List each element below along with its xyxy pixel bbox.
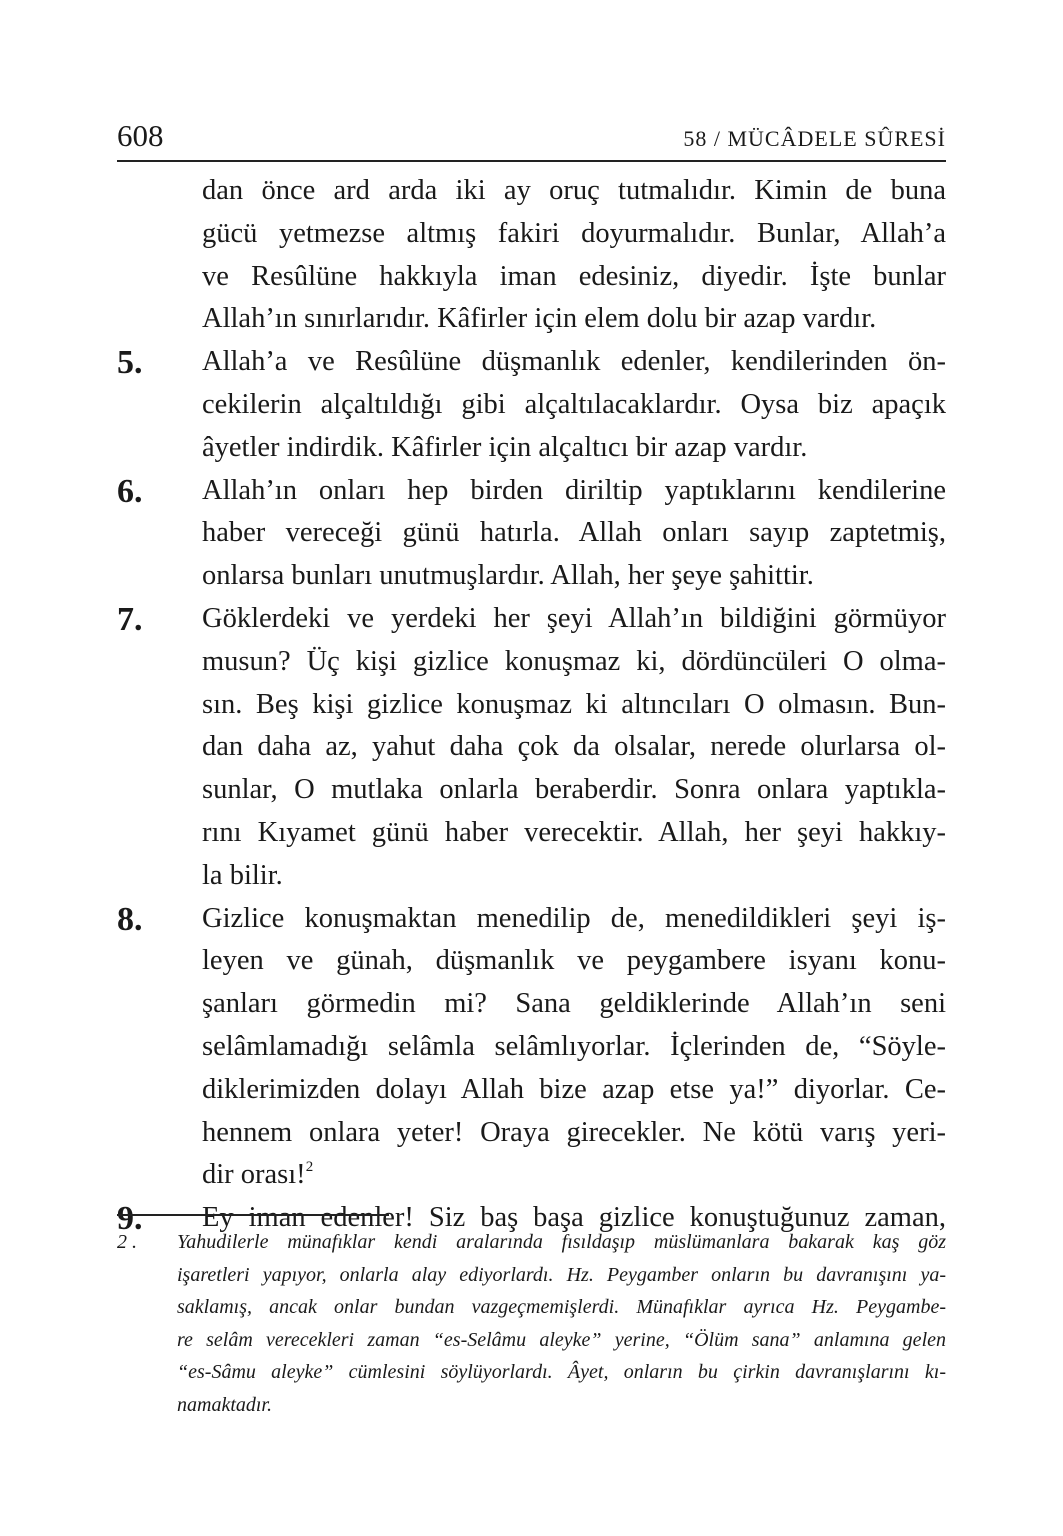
verse-number: 6.: [117, 472, 143, 510]
verse-number: 7.: [117, 600, 143, 638]
footnote-body: [177, 1226, 946, 1421]
text-line: [202, 1154, 946, 1197]
footnote-line: re selâm verecekleri zaman “es-Selâmu aleyke” yerine, “Ölüm sana” anlamına gelen: [177, 1328, 946, 1351]
text-line: Göklerdeki ve yerdeki her şeyi Allah’ın bildiğini görmüyor: [202, 602, 946, 634]
text-line: dan önce ard arda iki ay oruç tutmalıdır. Kimin de buna: [202, 175, 946, 206]
text-line: rını Kıyamet günü haber verecektir. Allah, her şeyi hakkıy-: [202, 816, 946, 848]
footnote-line: işaretleri yapıyor, onlarla alay ediyorlardı. Hz. Peygamber onların bu davranışını ya-: [177, 1263, 946, 1286]
text-line: sın. Beş kişi gizlice konuşmaz ki altıncıları O olmasın. Bun-: [202, 688, 946, 720]
verse-8: [117, 898, 946, 1198]
verse-number: 8.: [117, 900, 143, 938]
text-line: dan daha az, yahut daha çok da olsalar, nerede olurlarsa ol-: [202, 731, 946, 763]
footnote: [117, 1226, 946, 1421]
verse-4-continuation: [117, 170, 946, 341]
text-line: leyen ve günah, düşmanlık ve peygambere isyanı konu-: [202, 945, 946, 977]
footnote-marker: 2 .: [117, 1231, 137, 1253]
text-line: Ey iman edenler! Siz baş başa gizlice konuştuğunuz zaman,: [202, 1202, 946, 1234]
page-number: 608: [117, 118, 164, 153]
running-head: 58 / MÜCÂDELE SÛRESİ: [683, 126, 946, 151]
text-line: ve Resûlüne hakkıyla iman edesiniz, diyedir. İşte bunlar: [202, 260, 946, 292]
text-line: Allah’ın sınırlarıdır. Kâfirler için elem dolu bir azap vardır.: [202, 303, 877, 335]
text-line: musun? Üç kişi gizlice konuşmaz ki, dördüncüleri O olma-: [202, 645, 946, 677]
verse-number: 9.: [117, 1200, 143, 1238]
footnote-line: “es-Sâmu aleyke” cümlesini söylüyorlardı. Âyet, onların bu çirkin davranışlarını kı-: [177, 1361, 946, 1383]
text-line: sunlar, O mutlaka onlarla beraberdir. Sonra onlara yaptıkla-: [202, 774, 946, 806]
text-line: Gizlice konuşmaktan menedilip de, menedildikleri şeyi iş-: [202, 902, 946, 934]
footnote-line: saklamış, ancak onlar bundan vazgeçmemişlerdi. Münafıklar ayrıca Hz. Peygambe-: [177, 1296, 946, 1318]
text-line: hennem onlara yeter! Oraya girecekler. Ne kötü varış yeri-: [202, 1116, 946, 1148]
text-line: şanları görmedin mi? Sana geldiklerinde Allah’ın seni: [202, 988, 946, 1020]
footnote-line: namaktadır.: [177, 1393, 272, 1416]
text-line: selâmlamadığı selâmla selâmlıyorlar. İçlerinden de, “Söyle-: [202, 1030, 946, 1062]
verse-number: 5.: [117, 344, 143, 382]
body-text: [117, 170, 946, 1240]
verse-7: [117, 598, 946, 898]
text-line-content: dir orası!: [202, 1159, 306, 1191]
footnote-line: Yahudilerle münafıklar kendi aralarında fısıldaşıp müslümanlara bakarak kaş göz: [177, 1231, 946, 1253]
footnote-divider: [117, 1214, 389, 1216]
text-line: la bilir.: [202, 859, 283, 891]
text-line: haber vereceği günü hatırla. Allah onları sayıp zaptetmiş,: [202, 517, 946, 549]
text-line: onlarsa bunları unutmuşlardır. Allah, her şeye şahittir.: [202, 560, 814, 592]
verse-5: [117, 341, 946, 469]
text-line: Allah’a ve Resûlüne düşmanlık edenler, kendilerinden ön-: [202, 346, 946, 378]
text-line: cekilerin alçaltıldığı gibi alçaltılacaklardır. Oysa biz apaçık: [202, 388, 946, 420]
text-line: diklerimizden dolayı Allah bize azap etse ya!” diyorlar. Ce-: [202, 1073, 946, 1105]
page-header: [117, 116, 946, 162]
text-line: Allah’ın onları hep birden diriltip yaptıklarını kendilerine: [202, 474, 946, 506]
text-line: gücü yetmezse altmış fakiri doyurmalıdır. Bunlar, Allah’a: [202, 217, 946, 249]
footnote-reference[interactable]: 2: [305, 1159, 314, 1176]
text-line: âyetler indirdik. Kâfirler için alçaltıcı bir azap vardır.: [202, 431, 808, 463]
verse-6: [117, 470, 946, 598]
